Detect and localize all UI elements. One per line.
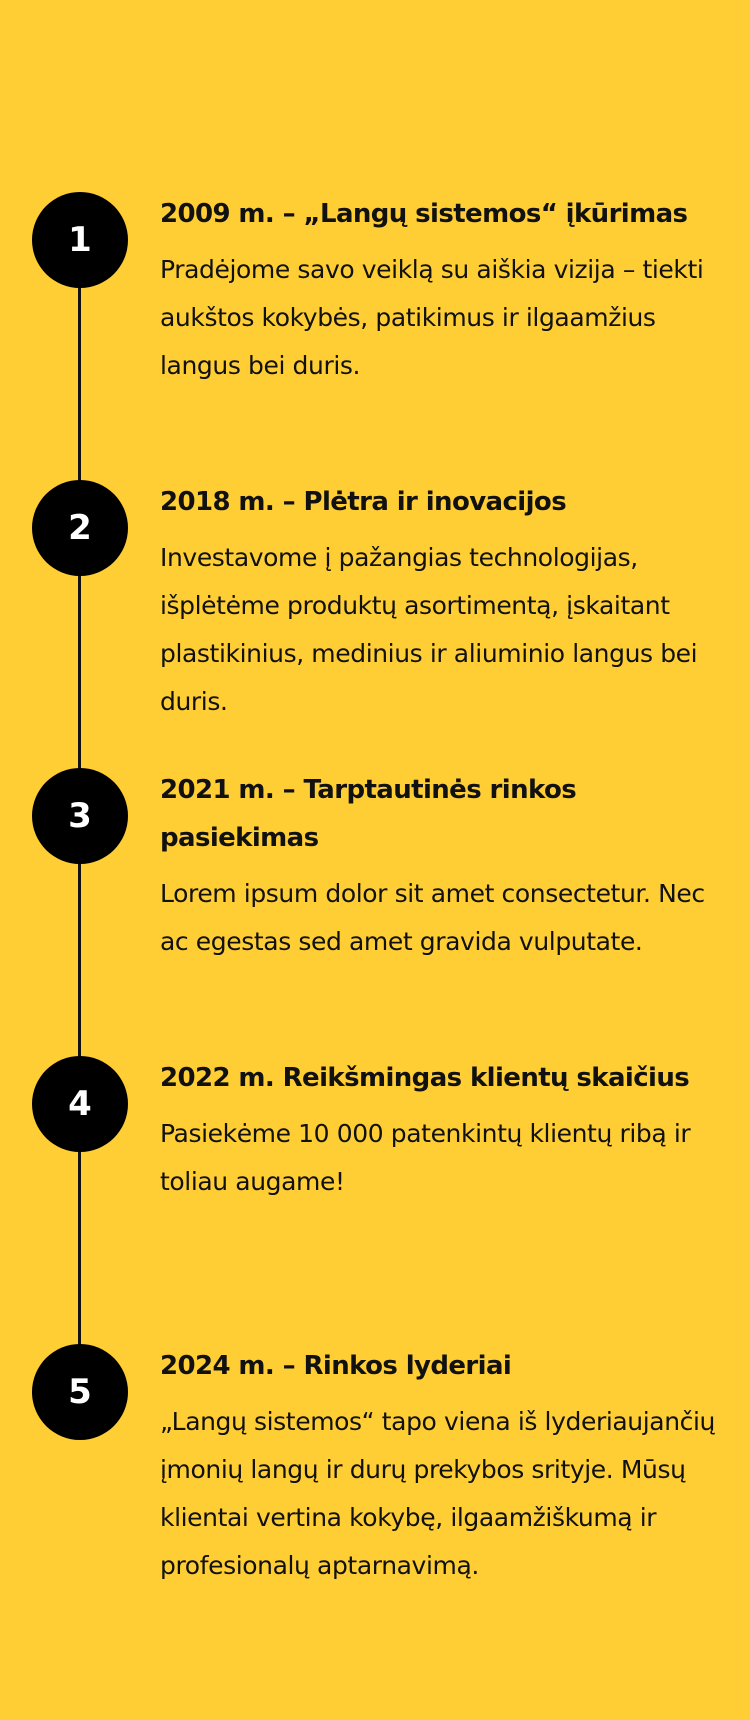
step-content xyxy=(160,766,720,966)
step-description: Pasiekėme 10 000 patenkintų klientų ribą ir toliau augame! xyxy=(160,1119,691,1196)
step-number-badge: 3 xyxy=(32,768,128,864)
step-content xyxy=(160,1342,720,1590)
step-title: 2018 m. – Plėtra ir inovacijos xyxy=(160,487,567,517)
step-title: 2022 m. Reikšmingas klientų skaičius xyxy=(160,1063,690,1093)
step-content xyxy=(160,190,720,390)
step-number-badge: 2 xyxy=(32,480,128,576)
step-description: Lorem ipsum dolor sit amet consectetur. Nec ac egestas sed amet gravida vulputate. xyxy=(160,879,705,956)
step-title: 2021 m. – Tarptautinės rinkos pasiekimas xyxy=(160,775,577,853)
step-title: 2009 m. – „Langų sistemos“ įkūrimas xyxy=(160,199,688,229)
step-content xyxy=(160,478,720,726)
step-number-badge: 4 xyxy=(32,1056,128,1152)
step-number-badge: 1 xyxy=(32,192,128,288)
step-title: 2024 m. – Rinkos lyderiai xyxy=(160,1351,512,1381)
step-content xyxy=(160,1054,720,1206)
step-description: Pradėjome savo veiklą su aiškia vizija – tiekti aukštos kokybės, patikimus ir ilgaamžius langus bei duris. xyxy=(160,255,704,380)
step-number-badge: 5 xyxy=(32,1344,128,1440)
step-description: Investavome į pažangias technologijas, išplėtėme produktų asortimentą, įskaitant plastikinius, medinius ir aliuminio langus bei duris. xyxy=(160,543,698,716)
step-description: „Langų sistemos“ tapo viena iš lyderiaujančių įmonių langų ir durų prekybos srityje. Mūsų klientai vertina kokybę, ilgaamžiškumą ir profesionalų aptarnavimą. xyxy=(160,1407,715,1580)
